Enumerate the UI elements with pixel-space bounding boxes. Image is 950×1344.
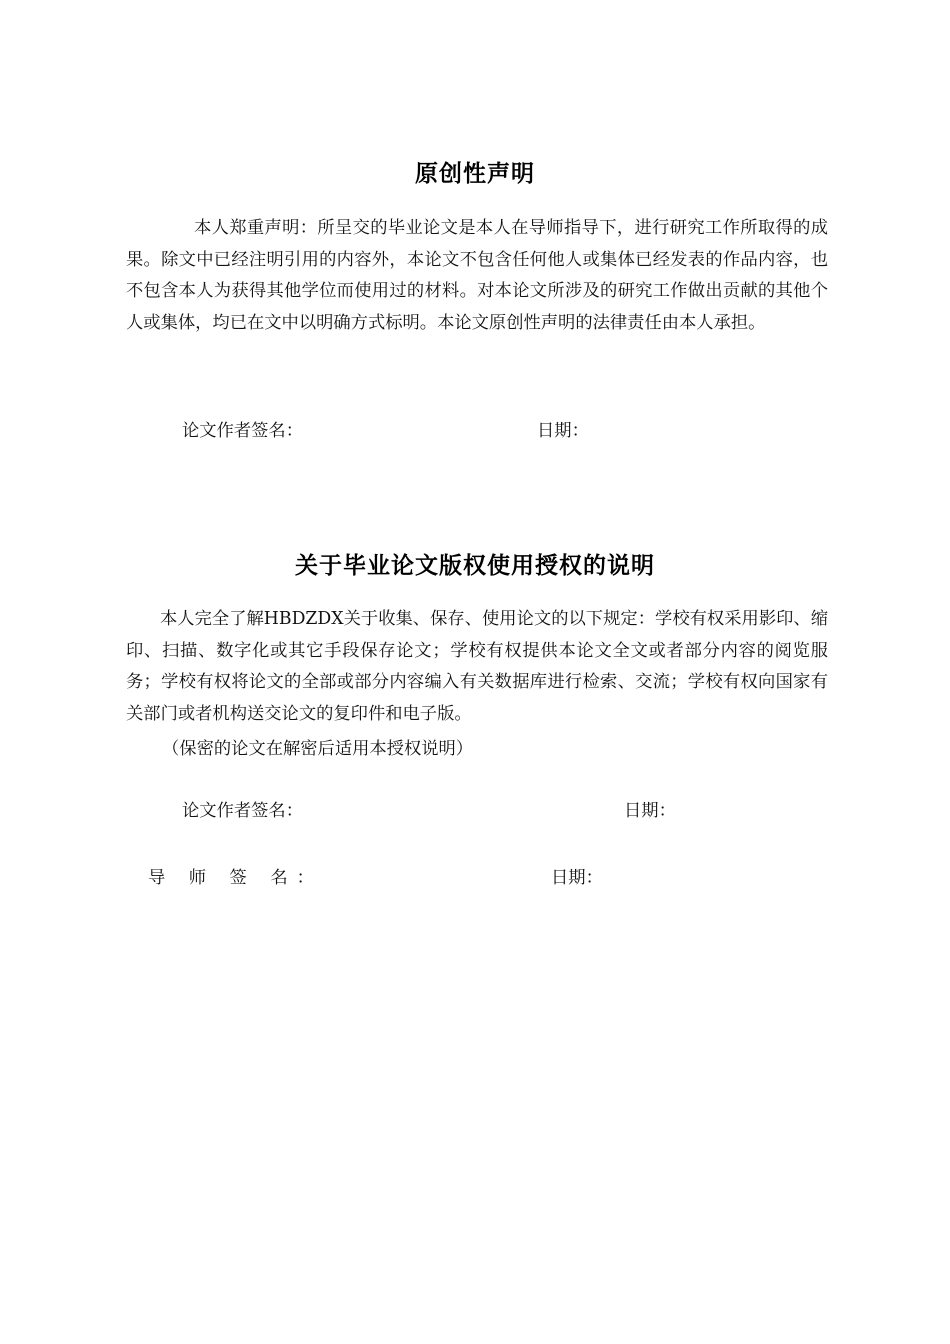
declaration-date-label: 日期： — [537, 421, 589, 441]
declaration-paragraph — [126, 213, 828, 339]
declaration-body-text: 本人郑重声明：所呈交的毕业论文是本人在导师指导下，进行研究工作所取得的成果。除文中已经注明引用的内容外，本论文不包含任何他人或集体已经发表的作品内容，也不包含本人为获得其他学位而使用过的材料。对本论文所涉及的研究工作做出贡献的其他个人或集体，均已在文中以明确方式标明。本论文原创性声明的法律责任由本人承担。 — [126, 218, 828, 333]
confidential-note: （保密的论文在解密后适用本授权说明） — [162, 739, 474, 759]
authorization-title: 关于毕业论文版权使用授权的说明 — [295, 553, 655, 579]
authorization-author-date-label: 日期： — [624, 801, 676, 821]
authorization-author-signature-label: 论文作者签名： — [182, 801, 303, 821]
authorization-body-text: 本人完全了解HBDZDX关于收集、保存、使用论文的以下规定：学校有权采用影印、缩印、扫描、数字化或其它手段保存论文；学校有权提供本论文全文或者部分内容的阅览服务；学校有权将论文的全部或部分内容编入有关数据库进行检索、交流；学校有权向国家有关部门或者机构送交论文的复印件和电子版。 — [126, 609, 828, 724]
advisor-signature-label: 导 师 签 名： — [148, 868, 323, 888]
authorization-paragraph — [126, 604, 828, 730]
declaration-title: 原创性声明 — [415, 161, 535, 187]
declaration-author-signature-label: 论文作者签名： — [182, 421, 303, 441]
advisor-date-label: 日期： — [551, 868, 603, 888]
